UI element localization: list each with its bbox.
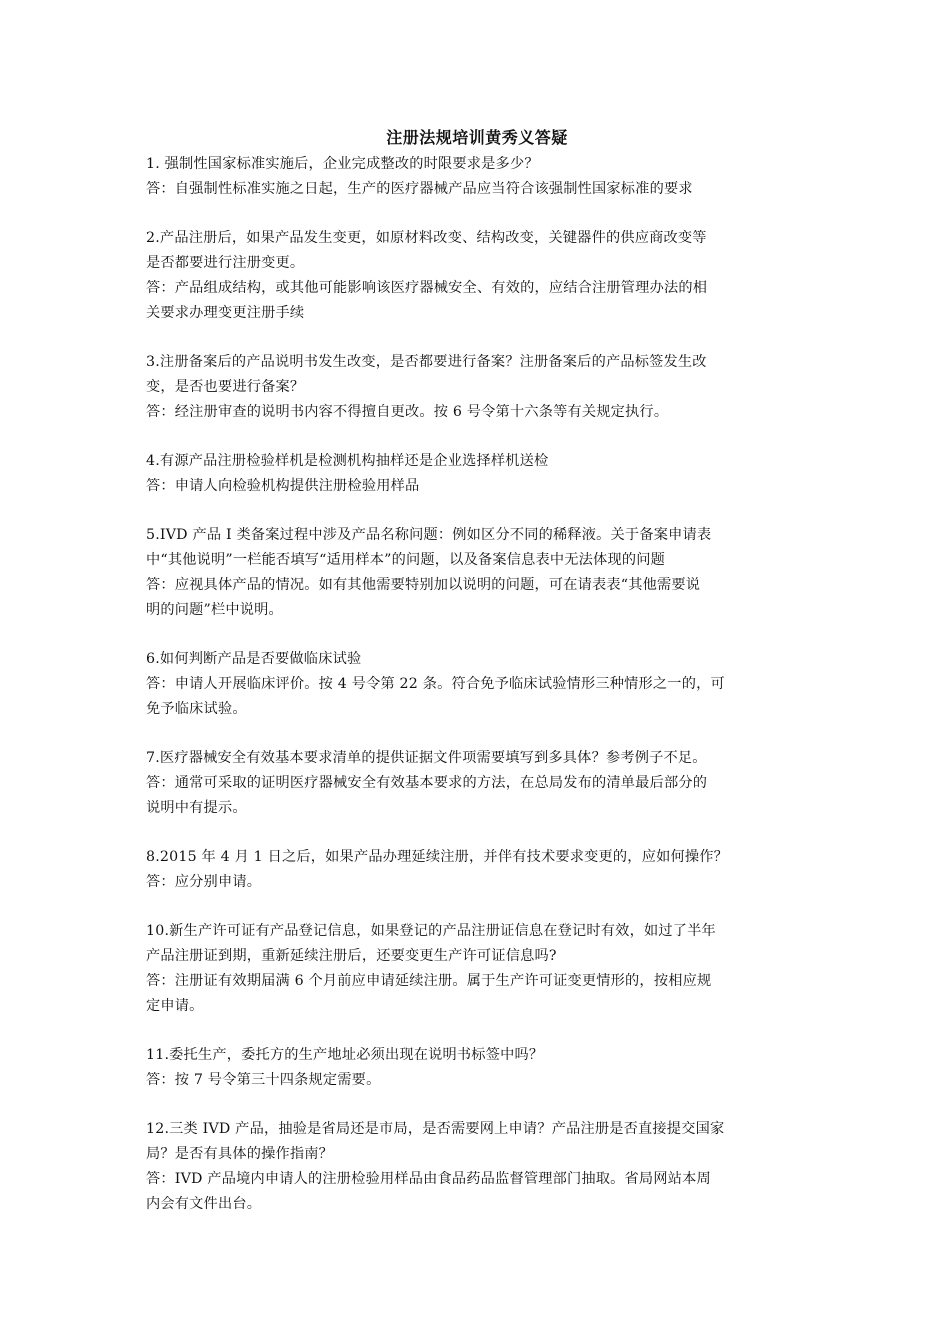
qa-item-12: [146, 1117, 808, 1217]
answer-line: 定申请。: [146, 998, 204, 1014]
question-line: 2.产品注册后，如果产品发生变更，如原材料改变、结构改变，关键器件的供应商改变等: [146, 230, 707, 246]
answer-line: 说明中有提示。: [146, 800, 247, 816]
qa-item-6: [146, 647, 808, 722]
question-line: 变，是否也要进行备案？: [146, 379, 305, 395]
answer-line: 内会有文件出台。: [146, 1196, 262, 1212]
question-line: 11.委托生产，委托方的生产地址必须出现在说明书标签中吗？: [146, 1047, 544, 1063]
question-line: 是否都要进行注册变更。: [146, 255, 305, 271]
question-line: 4.有源产品注册检验样机是检测机构抽样还是企业选择样机送检: [146, 453, 549, 469]
question-line: 3.注册备案后的产品说明书发生改变，是否都要进行备案？注册备案后的产品标签发生改: [146, 354, 707, 370]
question-line: 10.新生产许可证有产品登记信息，如果登记的产品注册证信息在登记时有效，如过了半年: [146, 923, 716, 939]
answer-line: 关要求办理变更注册手续: [146, 305, 305, 321]
question-line: 局？是否有具体的操作指南？: [146, 1146, 334, 1162]
document-body: [146, 128, 808, 1241]
answer-line: 免予临床试验。: [146, 701, 247, 717]
question-line: 5.IVD 产品 I 类备案过程中涉及产品名称问题：例如区分不同的稀释液。关于备案申请表: [146, 527, 712, 543]
qa-item-1: [146, 152, 808, 202]
qa-item-3: [146, 350, 808, 425]
question-line: 产品注册证到期，重新延续注册后，还要变更生产许可证信息吗?: [146, 948, 557, 964]
question-line: 7.医疗器械安全有效基本要求清单的提供证据文件项需要填写到多具体？参考例子不足。: [146, 750, 707, 766]
qa-item-10: [146, 919, 808, 1019]
qa-item-7: [146, 746, 808, 821]
answer-line: 答：按 7 号令第三十四条规定需要。: [146, 1072, 381, 1088]
answer-line: 答：产品组成结构，或其他可能影响该医疗器械安全、有效的，应结合注册管理办法的相: [146, 280, 708, 296]
qa-item-4: [146, 449, 808, 499]
question-line: 12.三类 IVD 产品，抽验是省局还是市局，是否需要网上申请？产品注册是否直接提交国家: [146, 1121, 725, 1137]
qa-item-5: [146, 523, 808, 623]
question-line: 中“其他说明”一栏能否填写“适用样本”的问题，以及备案信息表中无法体现的问题: [146, 552, 665, 568]
answer-line: 答：应分别申请。: [146, 874, 262, 890]
answer-line: 答：注册证有效期届满 6 个月前应申请延续注册。属于生产许可证变更情形的，按相应规: [146, 973, 712, 989]
qa-item-2: [146, 226, 808, 326]
document-title: 注册法规培训黄秀义答疑: [386, 128, 568, 147]
answer-line: 答：通常可采取的证明医疗器械安全有效基本要求的方法，在总局发布的清单最后部分的: [146, 775, 708, 791]
answer-line: 答：自强制性标准实施之日起，生产的医疗器械产品应当符合该强制性国家标准的要求: [146, 181, 693, 197]
answer-line: 答：IVD 产品境内申请人的注册检验用样品由食品药品监督管理部门抽取。省局网站本周: [146, 1171, 711, 1187]
answer-line: 明的问题”栏中说明。: [146, 602, 283, 618]
qa-item-11: [146, 1043, 808, 1093]
question-line: 1. 强制性国家标准实施后，企业完成整改的时限要求是多少？: [146, 156, 539, 172]
answer-line: 答：申请人向检验机构提供注册检验用样品: [146, 478, 420, 494]
question-line: 8.2015 年 4 月 1 日之后，如果产品办理延续注册，并伴有技术要求变更的，应如何操作？: [146, 849, 729, 865]
answer-line: 答：申请人开展临床评价。按 4 号令第 22 条。符合免予临床试验情形三种情形之一的，可: [146, 676, 725, 692]
answer-line: 答：经注册审查的说明书内容不得擅自更改。按 6 号令第十六条等有关规定执行。: [146, 404, 669, 420]
qa-item-8: [146, 845, 808, 895]
answer-line: 答：应视具体产品的情况。如有其他需要特别加以说明的问题，可在请表表“其他需要说: [146, 577, 701, 593]
question-line: 6.如何判断产品是否要做临床试验: [146, 651, 362, 667]
